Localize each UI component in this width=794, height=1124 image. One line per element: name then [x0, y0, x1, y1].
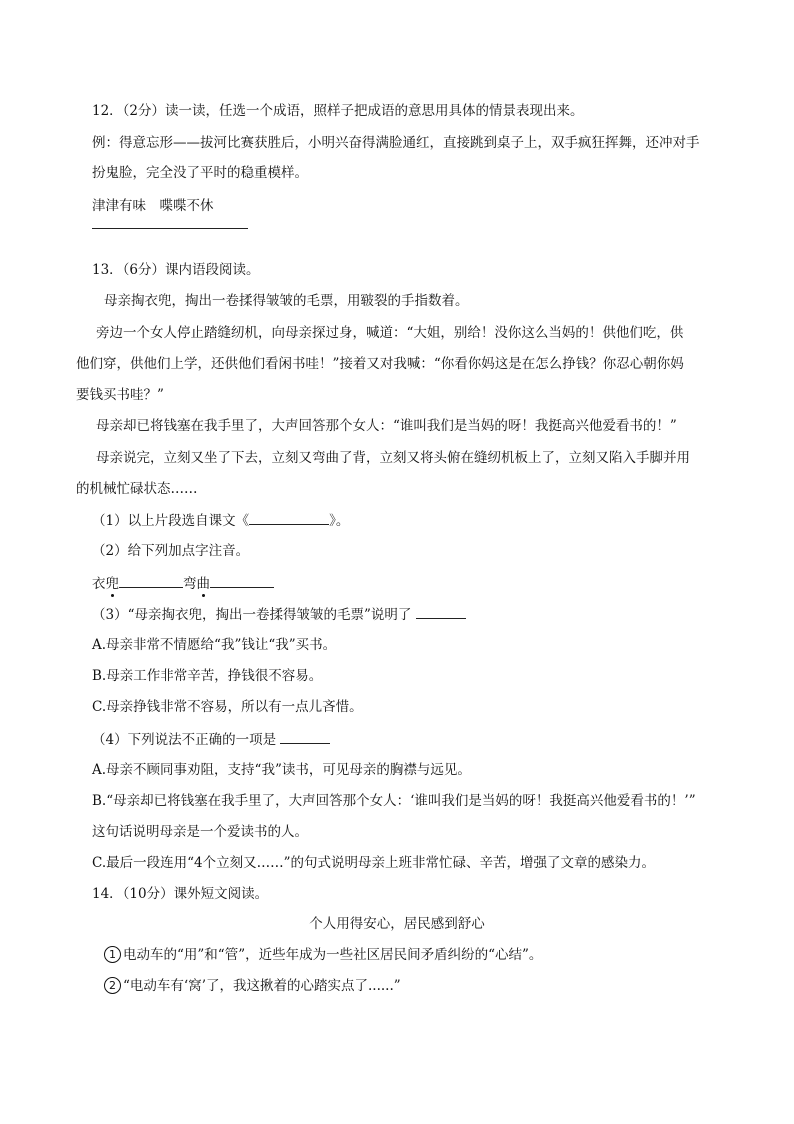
q13-sub1 — [92, 510, 349, 531]
dotted-char-qu: 曲 — [196, 576, 210, 592]
q13-sub3 — [92, 604, 466, 625]
q13-sub2: （2）给下列加点字注音。 — [92, 543, 250, 559]
q14-item-1-text: 电动车的“用”和“管”，近些年成为一些社区居民间矛盾纠纷的“心结”。 — [123, 947, 543, 963]
q13-sub3-option-c: C.母亲挣钱非常不容易，所以有一点儿吝惜。 — [92, 699, 363, 715]
q12-example-line1: 例：得意忘形——拔河比赛获胜后，小明兴奋得满脸通红，直接跳到桌子上，双手疯狂挥舞，还冲对手 — [92, 135, 700, 151]
q13-sub3-blank[interactable] — [416, 604, 466, 619]
q13-sub3-option-a: A.母亲非常不情愿给“我”钱让“我”买书。 — [92, 637, 337, 653]
q13-paragraph-4-line2: 的机械忙碌状态…… — [76, 481, 198, 497]
q13-sub4-option-a: A.母亲不顾同事劝阻，支持“我”读书，可见母亲的胸襟与远见。 — [92, 762, 471, 778]
q14-item-1 — [104, 945, 542, 965]
q13-paragraph-4-line1: 母亲说完，立刻又坐了下去，立刻又弯曲了背，立刻又将头俯在缝纫机板上了，立刻又陷入手脚并用 — [96, 450, 690, 466]
dotted-char-dou: 兜 — [105, 576, 119, 592]
q12-stem: 12．（2分）读一读，任选一个成语，照样子把成语的意思用具体的情景表现出来。 — [92, 103, 584, 119]
q13-paragraph-2-line2: 他们穿，供他们上学，还供他们看闲书哇！”接着又对我喊：“你看你妈这是在怎么挣钱？你忍心朝你妈 — [76, 356, 684, 372]
pinyin-blank-dou[interactable] — [119, 573, 183, 588]
q13-sub2-words — [92, 573, 274, 594]
q14-item-2 — [104, 976, 401, 996]
q13-paragraph-2-line1: 旁边一个女人停止踏缝纫机，向母亲探过身，喊道：“大姐，别给！没你这么当妈的！供他们吃，供 — [96, 325, 684, 341]
q12-example-line2: 扮鬼脸，完全没了平时的稳重模样。 — [92, 165, 308, 181]
q13-sub4-option-b-line2: 这句话说明母亲是一个爱读书的人。 — [92, 824, 308, 840]
q13-sub3-option-b: B.母亲工作非常辛苦，挣钱很不容易。 — [92, 668, 323, 684]
q13-sub3-text: （3）“母亲掏衣兜，掏出一卷揉得皱皱的毛票”说明了 — [92, 607, 412, 623]
pinyin-blank-qu[interactable] — [210, 573, 274, 588]
q13-sub1-end: 》。 — [329, 513, 350, 529]
q14-passage-title: 个人用得安心，居民感到舒心 — [309, 916, 485, 932]
circled-number-1: 1 — [104, 946, 121, 963]
q13-sub1-blank[interactable] — [249, 510, 329, 525]
q13-sub4-text: （4）下列说法不正确的一项是 — [92, 732, 277, 748]
q13-paragraph-3: 母亲却已将钱塞在我手里了，大声回答那个女人：“谁叫我们是当妈的呀！我挺高兴他爱看书的！” — [96, 418, 677, 434]
q13-paragraph-1: 母亲掏衣兜，掏出一卷揉得皱皱的毛票，用皲裂的手指数着。 — [104, 293, 469, 309]
word-wan: 弯 — [183, 576, 197, 592]
q14-item-2-text: “电动车有‘窝’了，我这揪着的心踏实点了......” — [123, 978, 401, 994]
q13-sub4-option-c: C.最后一段连用“4个立刻又……”的句式说明母亲上班非常忙碌、辛苦，增强了文章的感染力。 — [92, 855, 656, 871]
q13-stem: 13．（6分）课内语段阅读。 — [92, 262, 260, 278]
q12-answer-line[interactable] — [92, 228, 248, 229]
circled-number-2: 2 — [104, 977, 121, 994]
q13-sub1-text: （1）以上片段选自课文《 — [92, 513, 250, 529]
q13-sub4-option-b-line1: B.“母亲却已将钱塞在我手里了，大声回答那个女人：‘谁叫我们是当妈的呀！我挺高兴他爱看书的！’” — [92, 793, 696, 809]
word-yi: 衣 — [92, 576, 106, 592]
q13-paragraph-2-line3: 要钱买书哇？” — [76, 387, 164, 403]
q13-sub4-blank[interactable] — [280, 729, 330, 744]
q12-idioms: 津津有味 喋喋不休 — [92, 198, 214, 214]
q13-sub4 — [92, 729, 330, 750]
q14-stem: 14．（10分）课外短文阅读。 — [92, 886, 269, 902]
